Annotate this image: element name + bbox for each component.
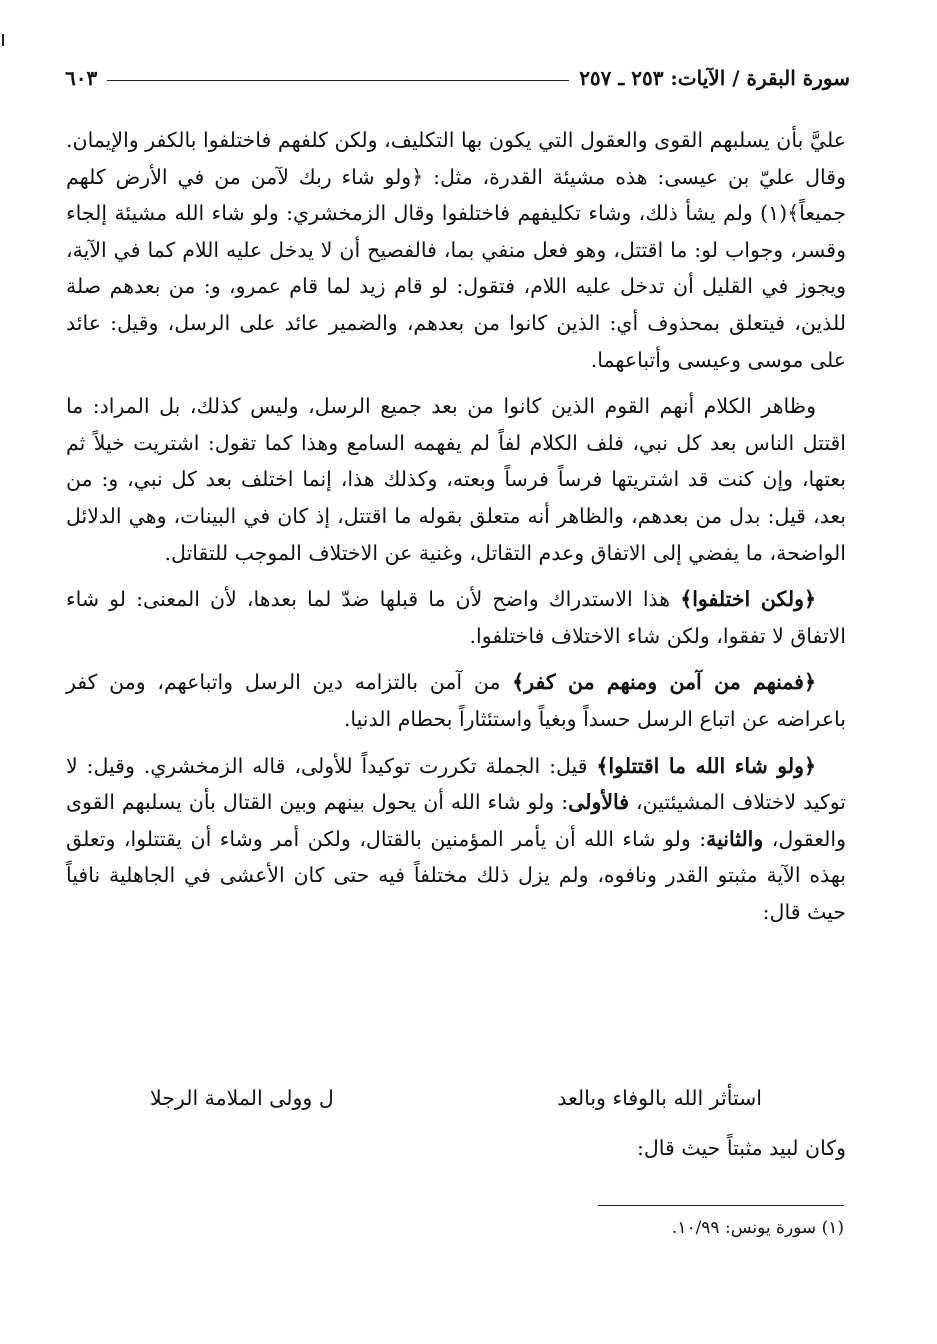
header-rule xyxy=(107,80,569,81)
bold-phrase: فالأولى xyxy=(568,790,630,815)
page-header xyxy=(65,62,850,94)
footnote: (١) سورة يونس: ١٠/٩٩. xyxy=(671,1218,844,1238)
paragraph-text: : ولو شاء الله أن يحول بينهم وبين القتال بأن يسلبهم القوى والعقول، xyxy=(66,790,846,851)
bold-phrase: ﴿فمنهم من آمن ومنهم من كفر﴾ xyxy=(512,670,816,695)
poetry-verse xyxy=(150,1078,762,1118)
body-text xyxy=(66,122,846,940)
paragraph-text: قيل: الجملة تكررت توكيداً للأولى، قاله الزمخشري. وقيل: لا توكيد لاختلاف المشيئتين، xyxy=(66,753,846,815)
paragraph-text: : ولو شاء الله أن يأمر المؤمنين بالقتال، ولكن أمر وشاء أن يقتتلوا، وتعلق بهذه الآية مثبتو القدر ونافوه، ولم يزل ذلك مختلفاً فيه حتى كان الأعشى في الجاهلية نافياً حيث قال: xyxy=(66,826,846,924)
body-paragraph xyxy=(66,388,846,571)
page-edge-mark xyxy=(2,34,9,46)
paragraph-text: وظاهر الكلام أنهم القوم الذين كانوا من بعد جميع الرسل، وليس كذلك، بل المراد: ما اقتتل الناس بعد كل نبي، فلف الكلام لفاً لم يفهمه السامع وهذا كما تقول: اشتريت خيلاً ثم بعتها، وإن كنت قد اشتريتها فرساً فرساً وبعته، وكذلك هذا، إنما اختلف بعد كل نبي، و: من بعد، قيل: بدل من بعدهم، والظاهر أنه متعلق بقوله ما اقتتل، إذ كان في البينات، وهي الدلائل الواضحة، ما يفضي إلى الاتفاق وعدم التقاتل، وغنية عن الاختلاف الموجب للتقاتل. xyxy=(66,394,846,565)
paragraph-text: هذا الاستدراك واضح لأن ما قبلها ضدّ لما بعدها، لأن المعنى: لو شاء الاتفاق لا تفقوا، ولكن شاء الاختلاف فاختلفوا. xyxy=(66,587,846,648)
bold-phrase: والثانية xyxy=(706,826,764,851)
page-number: ٦٠٣ xyxy=(65,66,98,90)
verse-first-hemistich: استأثر الله بالوفاء وبالعد xyxy=(557,1086,762,1110)
page-title: سورة البقرة / الآيات: ٢٥٣ ـ ٢٥٧ xyxy=(579,66,850,90)
bold-phrase: ﴿ولكن اختلفوا﴾ xyxy=(680,587,816,612)
bold-phrase: ﴿ولو شاء الله ما اقتتلوا﴾ xyxy=(596,753,816,778)
footnote-rule xyxy=(598,1205,844,1206)
body-paragraph xyxy=(66,122,846,378)
paragraph-text: عليَّ بأن يسلبهم القوى والعقول التي يكون بها التكليف، ولكن كلفهم فاختلفوا بالكفر والإيمان. وقال عليّ بن عيسى: هذه مشيئة القدرة، مثل: ﴿ولو شاء ربك لآمن من في الأرض كلهم جميعاً﴾(١) ولم يشأ ذلك، وشاء تكليفهم فاختلفوا وقال الزمخشري: ولو شاء الله مشيئة إلجاء وقسر، وجواب لو: ما اقتتل، وهو فعل منفي بما، فالفصيح أن لا يدخل عليه اللام كما في الآية، ويجوز في القليل أن تدخل عليه اللام، فتقول: لو قام زيد لما قام عمرو، و: من بعدهم صلة للذين، فيتعلق بمحذوف أي: الذين كانوا من بعدهم، والضمير عائد على الرسل، وقيل: عائد على موسى وعيسى وأتباعهما. xyxy=(66,128,846,372)
body-paragraph xyxy=(66,748,846,931)
verse-second-hemistich: ل وولى الملامة الرجلا xyxy=(150,1086,334,1110)
closing-line: وكان لبيد مثبتاً حيث قال: xyxy=(636,1136,846,1160)
body-paragraph xyxy=(66,581,846,654)
body-paragraph xyxy=(66,664,846,737)
paragraph-text: من آمن بالتزامه دين الرسل واتباعهم، ومن كفر باعراضه عن اتباع الرسل حسداً وبغياً واستئثاراً بحطام الدنيا. xyxy=(66,670,846,731)
